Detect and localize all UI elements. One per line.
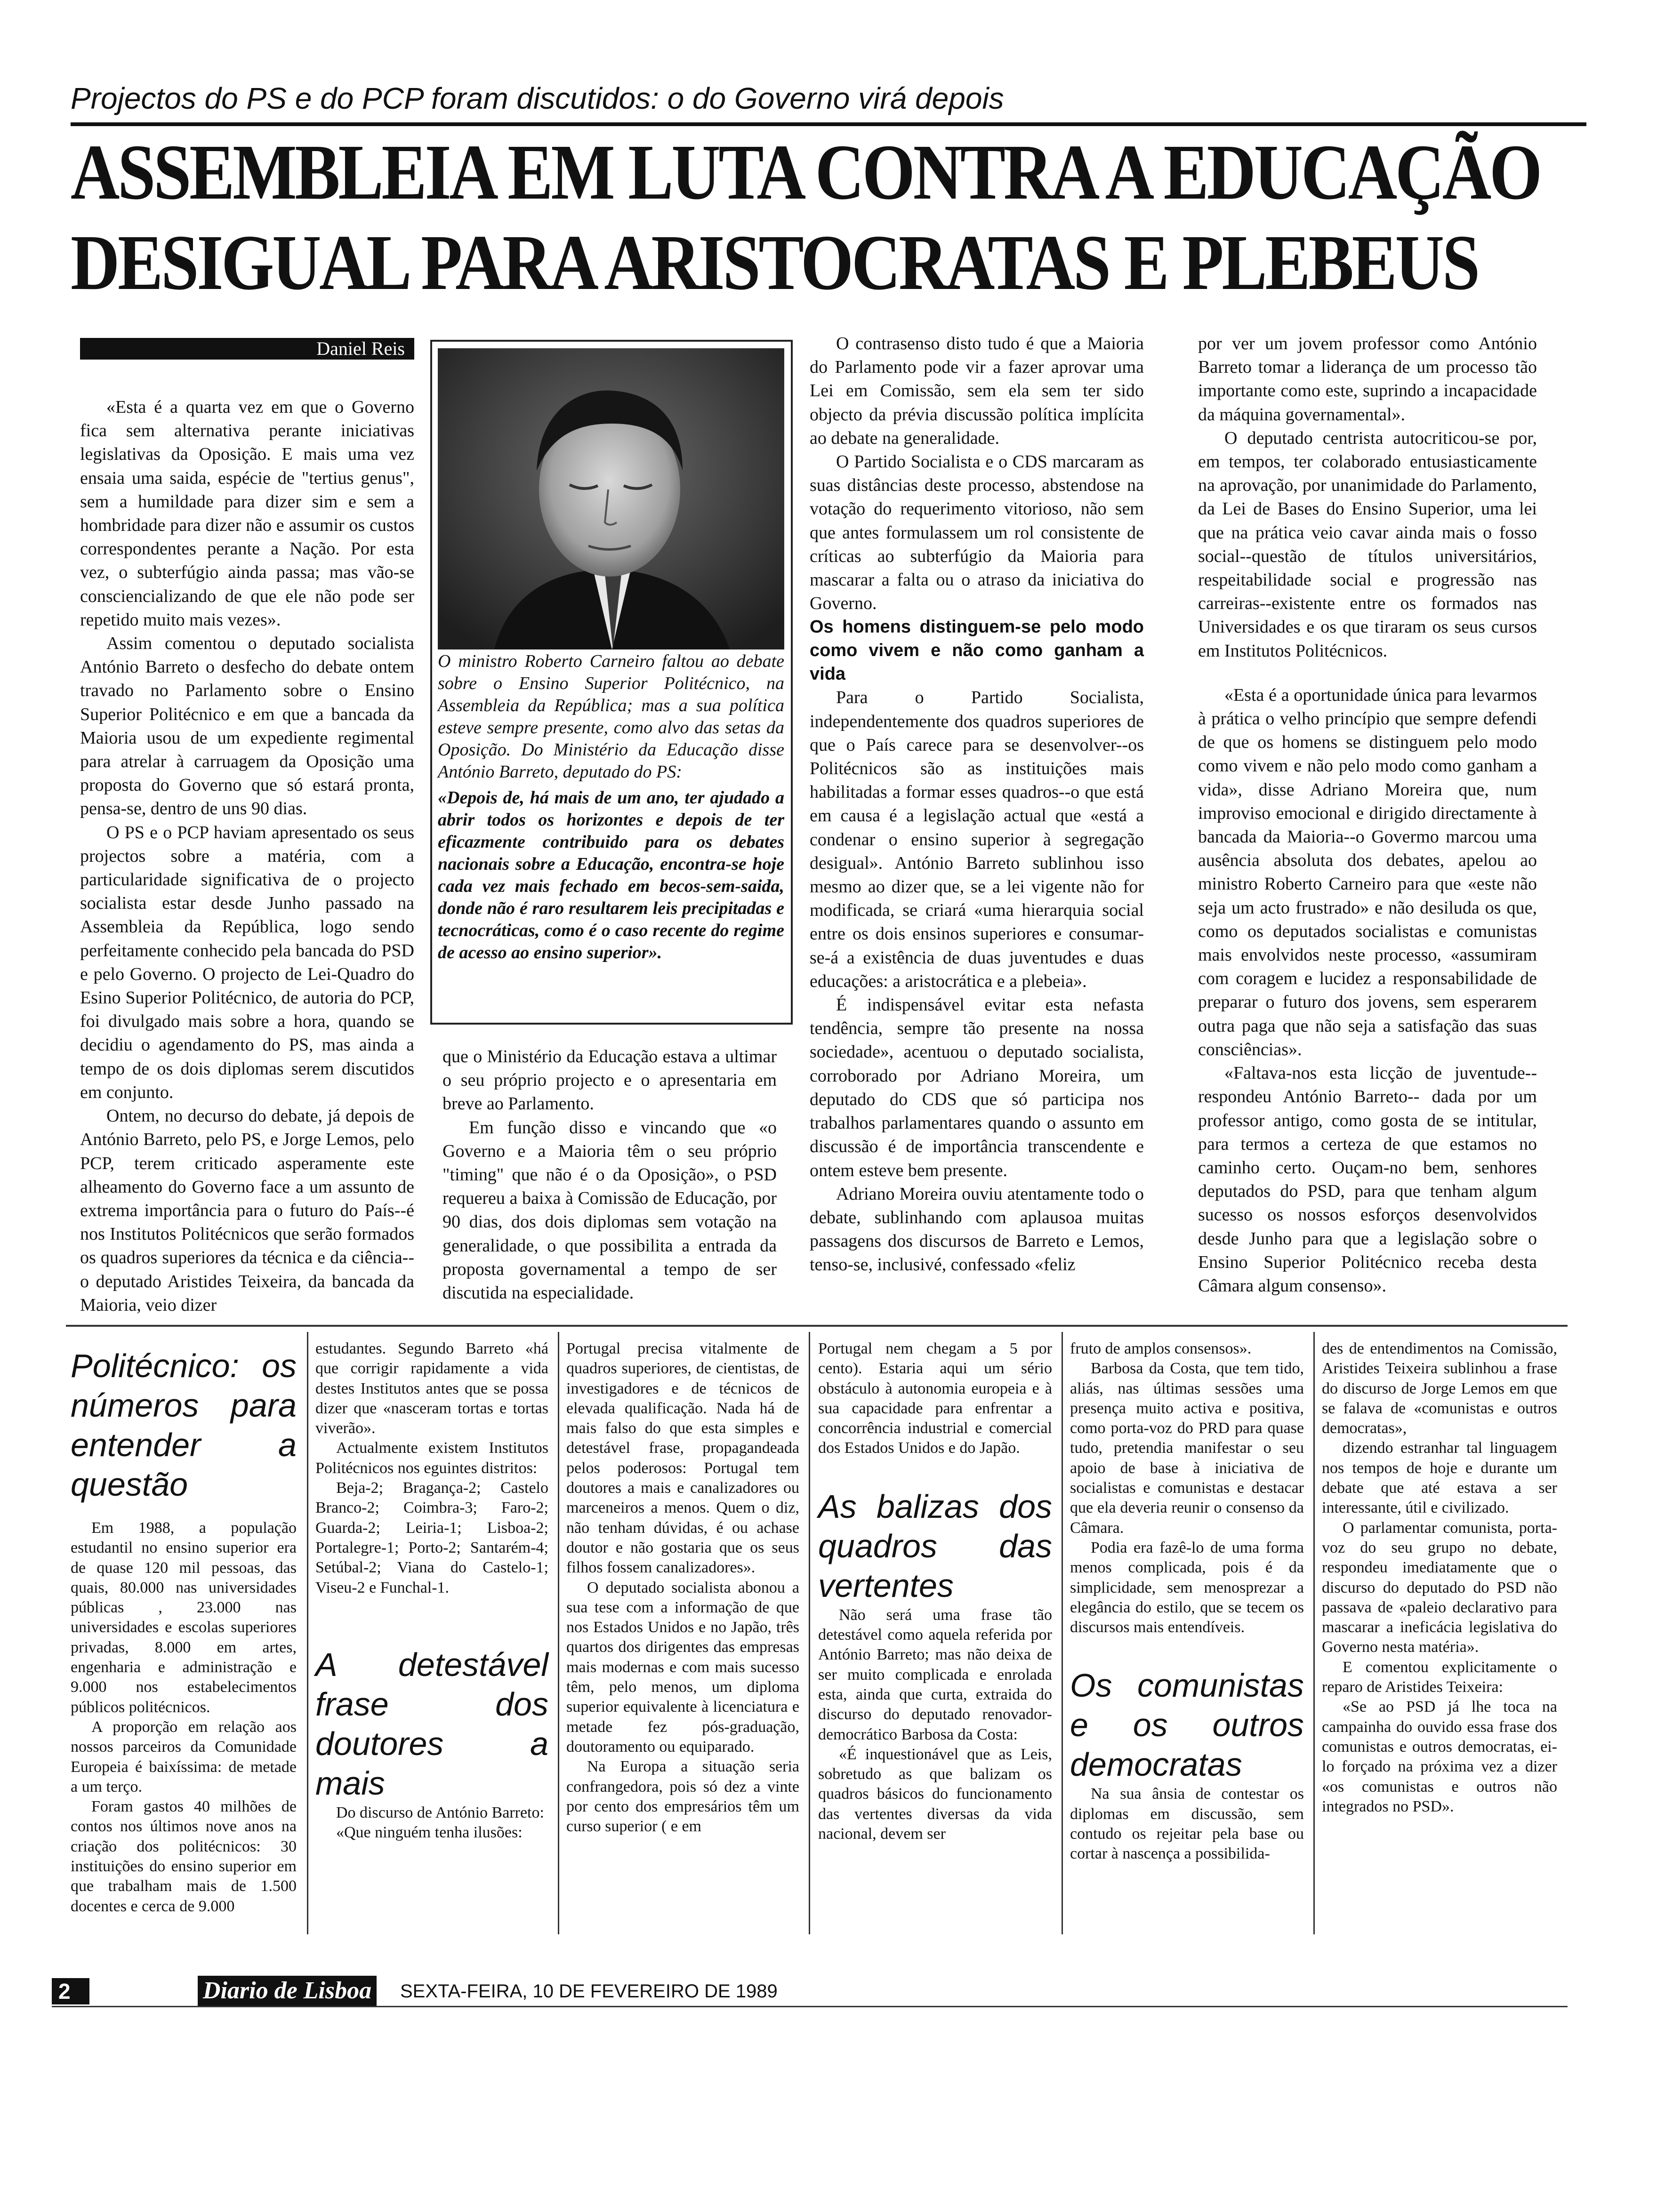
paragraph: dizendo estranhar tal linguagem nos tempos de hoje e durante um debate que até estava a ser interessante, útil e civilizado. xyxy=(1322,1439,1557,1517)
paragraph: Em 1988, a população estudantil no ensino superior era de quase 120 mil pessoas, das quais, 80.000 nas universidades públicas , 23.000 nas universidades e escolas superiores privadas, 8.000 em artes, engenharia e administração e 9.000 nos estabelecimentos públicos politécnicos. xyxy=(71,1519,297,1716)
section-divider xyxy=(66,1325,1568,1327)
article-column-4 xyxy=(1198,332,1537,1298)
paragraph: O deputado centrista autocriticou-se por, em tempos, ter colaborado entusiasticamente na aprovação, por unanimidade do Parlamento, da Lei de Bases do Ensino Superior, uma lei que na prática veio cavar ainda mais o fosso social--questão de títulos universitários, respeitabilidade social e progressão nas carreiras--existente entre os formados nas Universidades e os que tiraram os seus cursos em Institutos Politécnicos. xyxy=(1198,428,1537,661)
issue-date: SEXTA-FEIRA, 10 DE FEVEREIRO DE 1989 xyxy=(400,1981,778,2002)
paragraph: O parlamentar comunista, porta-voz do seu grupo no debate, respondeu imediatamente que o discurso do deputado do PSD não passava de «paleio declarativo para mascarar a ineficácia legislativa do Governo nesta matéria». xyxy=(1322,1519,1557,1656)
paragraph: Na sua ânsia de contestar os diplomas em discussão, sem contudo os rejeitar pela base ou cortar à nascença a possibilida- xyxy=(1070,1785,1304,1863)
paragraph: O PS e o PCP haviam apresentado os seus projectos sobre a matéria, com a particularidade significativa de o projecto socialista estar desde Junho passado na Assembleia da República, logo sendo perfeitamente conhecido pela bancada do PSD e pelo Governo. O projecto de Lei-Quadro do Esino Superior Politécnico, de autoria do PCP, foi divulgado mais sobre a hora, quando se decidiu o agendamento do PS, mas ainda a tempo de os dois diplomas serem discutidos em conjunto. xyxy=(80,822,414,1102)
paragraph: O Partido Socialista e o CDS marcaram as suas distâncias deste processo, abstendose na votação do requerimento vitorioso, não sem que antes formulassem um rol consistente de críticas ao subterfúgio da Maioria para mascarar a falta ou o atraso da iniciativa do Governo. xyxy=(810,452,1144,614)
portrait-illustration xyxy=(438,348,784,649)
photo-caption xyxy=(438,650,784,964)
minister-photo xyxy=(438,348,784,649)
paragraph: fruto de amplos consensos». xyxy=(1070,1340,1252,1357)
section-subhead: Os homens distinguem-se pelo modo como vivem e não como ganham a vida xyxy=(810,617,1144,684)
paragraph: Não será uma frase tão detestável como aquela referida por António Barreto; mas não deixa de ser muito complicada e enrolada esta, ainda que curta, extraida do discurso do deputado renovador-democrático Barbosa da Costa: xyxy=(818,1606,1052,1743)
byline: Daniel Reis xyxy=(80,338,414,360)
column-rule xyxy=(1062,1332,1063,1934)
footer-rule xyxy=(52,2006,1568,2007)
paragraph: estudantes. Segundo Barreto «há que corrigir rapidamente a vida destes Institutos antes que se possa dizer que «nasceram tortas e tortas viverão». xyxy=(315,1340,548,1437)
paragraph: E comentou explicitamente o reparo de Aristides Teixeira: xyxy=(1322,1658,1557,1696)
sidebar-column-2 xyxy=(315,1339,548,1843)
caption-quote: «Depois de, há mais de um ano, ter ajudado a abrir todos os horizontes e depois de ter eficazmente contribuido para os debates nacionais sobre a Educação, encontra-se hoje cada vez mais fechado em becos-sem-saida, donde não é raro resultarem leis precipitadas e tecnocráticas, como é o caso recente do regime de acesso ao ensino superior». xyxy=(438,788,784,962)
kicker: Projectos do PS e do PCP foram discutidos: o do Governo virá depois xyxy=(71,81,1004,115)
paragraph: por ver um jovem professor como António Barreto tomar a liderança de um processo tão importante como este, suprindo a incapacidade da máquina governamental». xyxy=(1198,334,1537,425)
headline-line-2: DESIGUAL PARA ARISTOCRATAS E PLEBEUS xyxy=(71,219,1478,306)
page-number: 2 xyxy=(52,1978,89,2004)
paragraph: Portugal nem chegam a 5 por cento). Estaria aqui um sério obstáculo à autonomia europeia e à sua capacidade para enfrentar a concorrência industrial e comercial dos Estados Unidos e do Japão. xyxy=(818,1340,1052,1457)
paragraph: O contrasenso disto tudo é que a Maioria do Parlamento pode vir a fazer aprovar uma Lei em Comissão, sem ela sem ter sido objecto da prévia discussão política implícita ao debate na generalidade. xyxy=(810,334,1144,448)
article-column-2 xyxy=(442,1045,777,1305)
headline-line-1: ASSEMBLEIA EM LUTA CONTRA A EDUCAÇÃO xyxy=(71,128,1541,216)
paragraph: Para o Partido Socialista, independentemente dos quadros superiores de que o País carece para se desenvolver--os Politécnicos são as instituições mais habilitadas a formar esses quadros--o que está em causa é a legislação actual que «está a condenar o ensino superior à segregação desigual». António Barreto sublinhou isso mesmo ao dizer que, se a lei vigente não for modificada, se criará «uma hierarquia social entre os dois ensinos superiores e consumar-se-á a existência de duas juventudes e duas educações: a aristocrática e a plebeia». xyxy=(810,688,1144,991)
article-column-3 xyxy=(810,332,1144,1277)
paragraph: Em função disso e vincando que «o Governo e a Maioria têm o seu próprio "timing" que não é o da Oposição», o PSD requereu a baixa à Comissão de Educação, por 90 dias, dos dois diplomas sem votação na generalidade, o que possibilita a entrada da proposta governamental a tempo de ser discutida na especialidade. xyxy=(442,1117,777,1303)
paragraph: des de entendimentos na Comissão, Aristides Teixeira sublinhou a frase do discurso de Jorge Lemos em que se falava de «comunistas e outros democratas», xyxy=(1322,1340,1557,1437)
article-column-1 xyxy=(80,395,414,1317)
sidebar-column-3 xyxy=(566,1339,799,1836)
caption-text: O ministro Roberto Carneiro faltou ao debate sobre o Ensino Superior Politécnico, na Assembleia da República; mas a sua política esteve sempre presente, como alvo das setas da Oposição. Do Ministério da Educação disse António Barreto, deputado do PS: xyxy=(438,651,784,782)
headline xyxy=(71,127,1541,308)
paragraph: que o Ministério da Educação estava a ultimar o seu próprio projecto e o apresentaria em breve ao Parlamento. xyxy=(442,1047,777,1114)
sidebar-column-1 xyxy=(71,1346,297,1916)
paragraph: Assim comentou o deputado socialista António Barreto o desfecho do debate ontem travado no Parlamento sobre o Ensino Superior Politécnico e em que a bancada da Maioria usou de um expediente regimental para atrelar à carruagem da Oposição uma proposta do Governo que só estará pronta, pensa-se, dentro de uns 90 dias. xyxy=(80,633,414,819)
paragraph: «Se ao PSD já lhe toca na campainha do ouvido essa frase dos comunistas e outros democratas, ei-lo forçado na próxima vez a dizer «os comunistas e outros não integrados no PSD». xyxy=(1322,1698,1557,1815)
paragraph: «Esta é a quarta vez em que o Governo fica sem alternativa perante iniciativas legislativas da Oposição. E mais uma vez ensaia uma saida, espécie de "tertius genus", sem a humildade para dizer sim e sem a hombridade para dizer não e assumir os custos correspondentes perante a Nação. Por esta vez, o subterfúgio ainda passa; mas vão-se consciencializando de que ele não pode ser repetido muito mais vezes». xyxy=(80,397,414,630)
paragraph: «É inquestionável que as Leis, sobretudo as que balizam os quadros básicos do funcionamento das vertentes diversas da vida nacional, devem ser xyxy=(818,1745,1052,1843)
paragraph: Na Europa a situação seria confrangedora, pois só dez a vinte por cento dos empresários têm um curso superior ( e em xyxy=(566,1758,799,1835)
paragraph: O deputado socialista abonou a sua tese com a informação de que nos Estados Unidos e no Japão, três quartos dos dirigentes das empresas mais modernas e com mais sucesso têm, pelo menos, um diploma superior equivalente à licenciatura e metade fez pós-graduação, doutoramento ou equiparado. xyxy=(566,1579,799,1755)
paragraph: Ontem, no decurso do debate, já depois de António Barreto, pelo PS, e Jorge Lemos, pelo PCP, terem criticado asperamente este alheamento do Governo face a um assunto de extrema importância para o futuro do País--é nos Institutos Politécnicos que serão formados os quadros superiores da técnica e da ciência-- o deputado Aristides Teixeira, da bancada da Maioria, veio dizer xyxy=(80,1106,414,1315)
column-rule xyxy=(809,1332,810,1934)
paragraph: Adriano Moreira ouviu atentamente todo o debate, sublinhando com aplausoa muitas passagens dos discursos de Barreto e Lemos, tenso-se, inclusivé, confessado «feliz xyxy=(810,1184,1144,1275)
sidebar-column-6 xyxy=(1322,1339,1557,1817)
column-rule xyxy=(1313,1332,1315,1934)
paragraph: Beja-2; Bragança-2; Castelo Branco-2; Coimbra-3; Faro-2; Guarda-2; Leiria-1; Lisboa-2; Portalegre-1; Porto-2; Santarém-4; Setúbal-2; Viana do Castelo-1; Viseu-2 e Funchal-1. xyxy=(315,1479,548,1596)
paragraph: Actualmente existem Institutos Politécnicos nos eguintes distritos: xyxy=(315,1439,548,1477)
paragraph: «Que ninguém tenha ilusões: xyxy=(336,1824,523,1842)
masthead: Diario de Lisboa xyxy=(198,1976,377,2006)
sidebar-column-4 xyxy=(818,1339,1052,1844)
column-rule xyxy=(558,1332,559,1934)
paragraph: É indispensável evitar esta nefasta tendência, sempre tão presente na nossa sociedade», acentuou o deputado socialista, corroborado por Adriano Moreira, um deputado do CDS que só participa nos trabalhos parlamentares quando o assunto em discussão é de importância transcendente e ontem esteve bem presente. xyxy=(810,995,1144,1180)
paragraph: Foram gastos 40 milhões de contos nos últimos nove anos na criação dos politécnicos: 30 instituições do ensino superior em que trabalham mais de 1.500 docentes e cerca de 9.000 xyxy=(71,1798,297,1915)
kicker-rule xyxy=(71,122,1586,126)
sidebar-title: Politécnico: os números para entender a questão xyxy=(71,1347,297,1503)
paragraph: A proporção em relação aos nossos parceiros da Comunidade Europeia é baixíssima: de metade a um terço. xyxy=(71,1718,297,1795)
paragraph: «Esta é a oportunidade única para levarmos à prática o velho princípio que sempre defendi de que os homens se distinguem pelo modo como vivem e não pelo modo como ganham a vida», disse Adriano Moreira que, num improviso emocional e dirigido directamente à bancada da Maioria--o Govermo marcou uma ausência absoluta dos debates, apelou ao ministro Roberto Carneiro para que «este não seja um acto frustrado» e não desiluda os que, como os deputados socialistas e comunistas mais envolvidos neste processo, «assumiram com coragem e lucidez a responsabilidade de preparar o futuro dos jovens, sem esperarem outra paga que não seja a satisfação das suas consciências». xyxy=(1198,685,1537,1059)
paragraph: «Faltava-nos esta licção de juventude--respondeu António Barreto-- dada por um professor antigo, como gosta de se intitular, para termos a certeza de que estamos no caminho certo. Ouçam-no bem, senhores deputados do PSD, para que tenham algum sucesso os nossos esforços desenvolvidos desde Junho para que a legislação sobre o Ensino Superior Politécnico receba desta Câmara algum consenso». xyxy=(1198,1063,1537,1296)
paragraph: Podia era fazê-lo de uma forma menos complicada, pois é da simplicidade, sem menosprezar a elegância do estilo, que se tecem os discursos mais entendíveis. xyxy=(1070,1539,1304,1636)
paragraph: Do discurso de António Barreto: xyxy=(336,1803,544,1821)
sidebar-title: A detestável frase dos doutores a mais xyxy=(315,1646,548,1802)
sidebar-title: Os comunistas e os outros democratas xyxy=(1070,1667,1304,1783)
sidebar-title: As balizas dos quadros das vertentes xyxy=(818,1488,1052,1604)
paragraph: Barbosa da Costa, que tem tido, aliás, nas últimas sessões uma presença muito activa e positiva, como porta-voz do PRD para quase tudo, pretendia manifestar o seu apoio de base à iniciativa de socialistas e comunistas e destacar que ela deveria reunir o consenso da Câmara. xyxy=(1070,1360,1304,1537)
sidebar-column-5 xyxy=(1070,1339,1304,1864)
column-rule xyxy=(307,1332,308,1934)
paragraph: Portugal precisa vitalmente de quadros superiores, de cientistas, de investigadores e de técnicos de elevada qualificação. Nada há de mais falso do que esta simples e detestável frase, propagandeada pelos poderosos: Portugal tem doutores a mais e canalizadores ou marceneiros a menos. Quem o diz, não tenham dúvidas, é ou achase doutor e não gostaria que os seus filhos fossem canalizadores». xyxy=(566,1340,799,1577)
